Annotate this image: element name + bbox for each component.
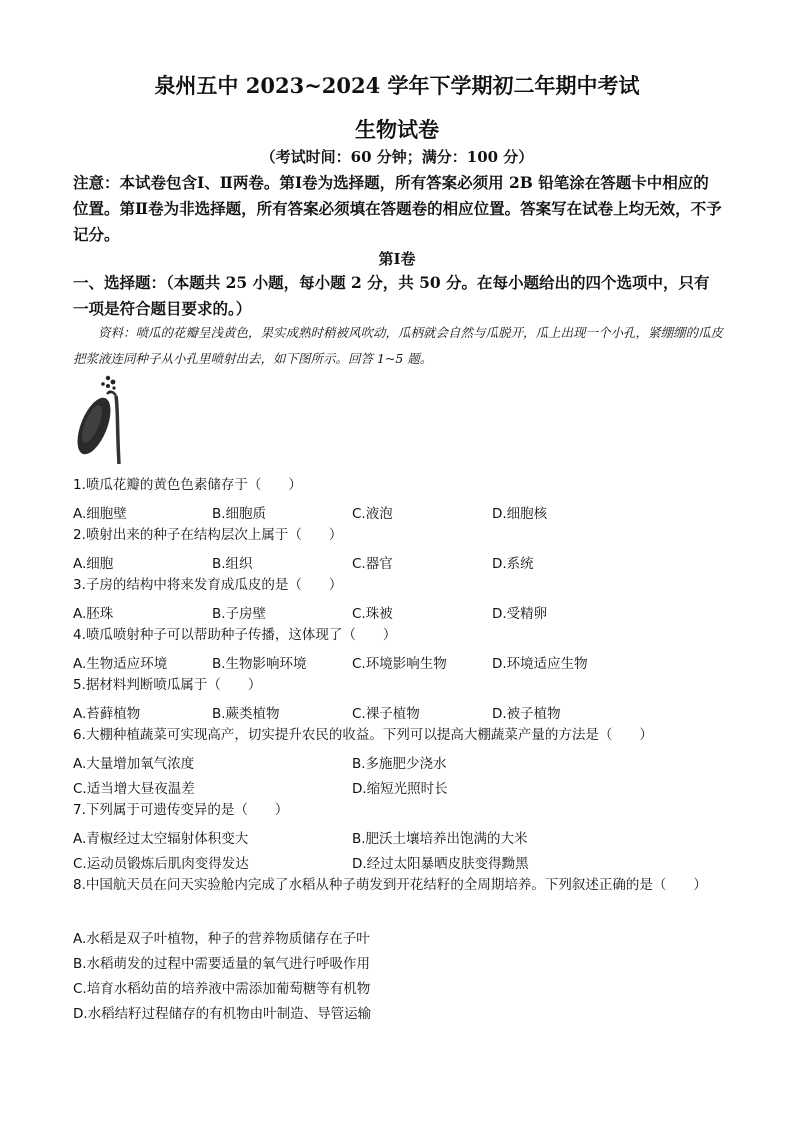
- question-6-stem: 6.大棚种植蔬菜可实现高产，切实提升农民的收益。下列可以提高大棚蔬菜产量的方法是（ ）: [73, 727, 653, 743]
- notice-paragraph: 注意：本试卷包含Ⅰ、Ⅱ两卷。第Ⅰ卷为选择题，所有答案必须用 2B 铅笔涂在答题卡中相应的位置。第Ⅱ卷为非选择题，所有答案必须填在答题卷的相应位置。答案写在试卷上均无效，不予记分。: [73, 173, 722, 244]
- question-5-option-a[interactable]: A.苔藓植物: [73, 706, 141, 722]
- question-2-option-a[interactable]: A.细胞: [73, 556, 114, 572]
- reading-material: 资料：喷瓜的花瓣呈浅黄色，果实成熟时稍被风吹动，瓜柄就会自然与瓜脱开，瓜上出现一个小孔，紧绷绷的瓜皮把浆液连同种子从小孔里喷射出去，如下图所示。回答 1~5 题。: [73, 325, 724, 366]
- question-4-option-a[interactable]: A.生物适应环境: [73, 656, 168, 672]
- squirting-cucumber-illustration: [72, 374, 132, 466]
- question-5-stem: 5.据材料判断喷瓜属于（ ）: [73, 677, 262, 693]
- question-8-option-c[interactable]: C.培育水稻幼苗的培养液中需添加葡萄糖等有机物: [73, 981, 371, 997]
- question-6-option-d[interactable]: D.缩短光照时长: [352, 781, 448, 797]
- question-2-option-d[interactable]: D.系统: [492, 556, 534, 572]
- question-2-option-b[interactable]: B.组织: [212, 556, 253, 572]
- question-4-option-d[interactable]: D.环境适应生物: [492, 656, 588, 672]
- question-7-option-a[interactable]: A.青椒经过太空辐射体积变大: [73, 831, 249, 847]
- question-5-option-b[interactable]: B.蕨类植物: [212, 706, 280, 722]
- question-8-stem: 8.中国航天员在问天实验舱内完成了水稻从种子萌发到开花结籽的全周期培养。下列叙述正确的是（ ）: [73, 877, 707, 893]
- question-7-stem: 7.下列属于可遗传变异的是（ ）: [73, 802, 289, 818]
- question-1-option-a[interactable]: A.细胞壁: [73, 506, 127, 522]
- question-1-option-d[interactable]: D.细胞核: [492, 506, 548, 522]
- question-3-option-a[interactable]: A.胚珠: [73, 606, 114, 622]
- question-8-option-b[interactable]: B.水稻萌发的过程中需要适量的氧气进行呼吸作用: [73, 956, 371, 972]
- part-one-heading: 一、选择题：（本题共 25 小题，每小题 2 分，共 50 分。在每小题给出的四个选项中，只有一项是符合题目要求的。）: [73, 273, 710, 318]
- question-3-option-c[interactable]: C.珠被: [352, 606, 393, 622]
- question-6-option-c[interactable]: C.适当增大昼夜温差: [73, 781, 195, 797]
- question-7-option-b[interactable]: B.肥沃土壤培养出饱满的大米: [352, 831, 528, 847]
- question-2-option-c[interactable]: C.器官: [352, 556, 393, 572]
- question-7-option-d[interactable]: D.经过太阳暴晒皮肤变得黝黑: [352, 856, 529, 872]
- question-6-option-b[interactable]: B.多施肥少浇水: [352, 756, 447, 772]
- question-8-option-d[interactable]: D.水稻结籽过程储存的有机物由叶制造、导管运输: [73, 1006, 372, 1022]
- exam-subject: 生物试卷: [355, 117, 439, 142]
- question-4-stem: 4.喷瓜喷射种子可以帮助种子传播，这体现了（ ）: [73, 627, 397, 643]
- question-3-option-d[interactable]: D.受精卵: [492, 606, 548, 622]
- question-8-option-a[interactable]: A.水稻是双子叶植物，种子的营养物质储存在子叶: [73, 931, 370, 947]
- section-title: 第Ⅰ卷: [378, 250, 416, 268]
- question-1-stem: 1.喷瓜花瓣的黄色色素储存于（ ）: [73, 477, 302, 493]
- exam-title: 泉州五中 2023~2024 学年下学期初二年期中考试: [154, 73, 640, 98]
- question-3-stem: 3.子房的结构中将来发育成瓜皮的是（ ）: [73, 577, 343, 593]
- question-2-stem: 2.喷射出来的种子在结构层次上属于（ ）: [73, 527, 343, 543]
- question-1-option-c[interactable]: C.液泡: [352, 506, 393, 522]
- question-7-option-c[interactable]: C.运动员锻炼后肌肉变得发达: [73, 856, 249, 872]
- question-4-option-b[interactable]: B.生物影响环境: [212, 656, 307, 672]
- question-3-option-b[interactable]: B.子房壁: [212, 606, 267, 622]
- question-1-option-b[interactable]: B.细胞质: [212, 506, 267, 522]
- question-5-option-c[interactable]: C.裸子植物: [352, 706, 420, 722]
- question-4-option-c[interactable]: C.环境影响生物: [352, 656, 447, 672]
- question-5-option-d[interactable]: D.被子植物: [492, 706, 561, 722]
- question-6-option-a[interactable]: A.大量增加氧气浓度: [73, 756, 195, 772]
- exam-info: （考试时间：60 分钟；满分：100 分）: [260, 148, 534, 166]
